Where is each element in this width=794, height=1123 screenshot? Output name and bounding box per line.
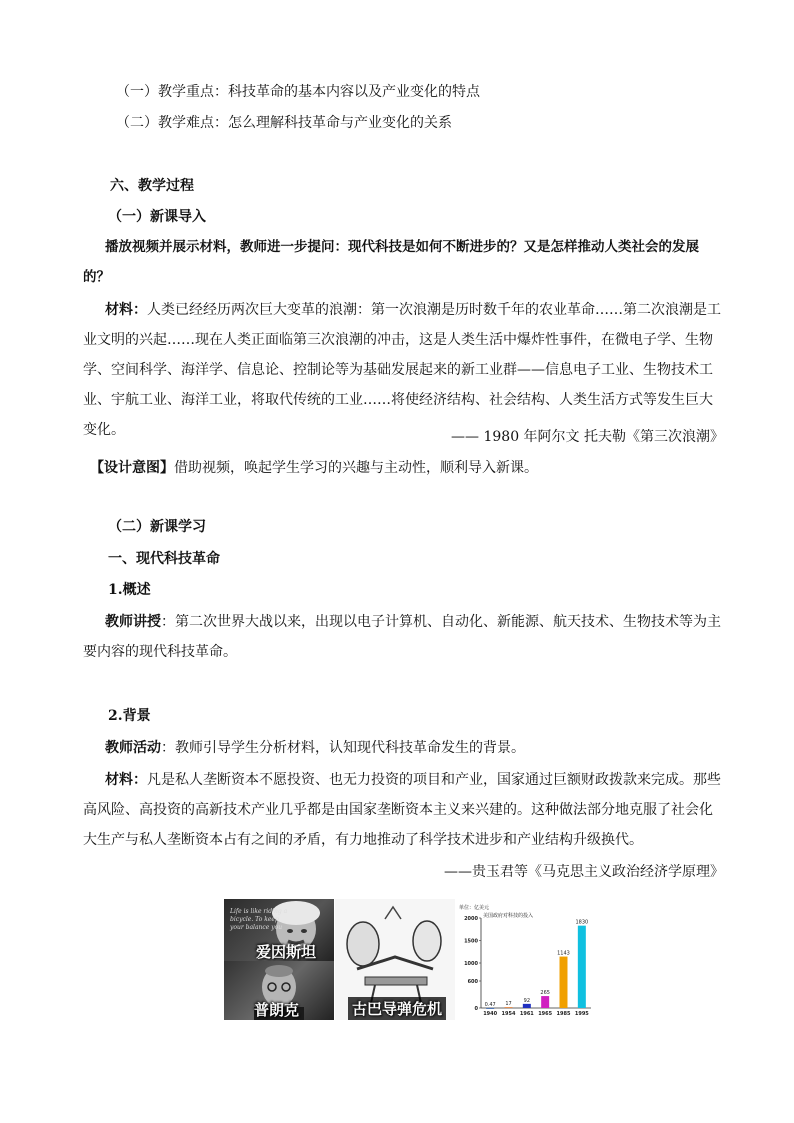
chart-bar <box>486 1008 494 1009</box>
material-1-paragraph <box>83 295 723 445</box>
cuban-missile-crisis-cartoon <box>335 899 455 1020</box>
chart-x-tick-label: 1954 <box>501 1011 516 1017</box>
chart-x-tick-label: 1965 <box>538 1011 553 1017</box>
activity-line <box>105 738 525 758</box>
planck-label: 普朗克 <box>254 1001 300 1019</box>
material-1-text: 人类已经经历两次巨大变革的浪潮：第一次浪潮是历时数千年的农业革命……第二次浪潮是工业文明的兴起……现在人类正面临第三次浪潮的冲击，这是人类生活中爆炸性事件，在微电子学、生物学、空间科学、海洋学、信息论、控制论等为基础发展起来的新工业群——信息电子工业、生物技术工业、宇航工业、海洋工业，将取代传统的工业……将使经济结构、社会结构、人类生活方式等发生巨大变化。 <box>83 302 721 438</box>
chart-data-label: 1143 <box>557 950 570 957</box>
activity-text: ：教师引导学生分析材料，认知现代科技革命发生的背景。 <box>161 740 525 756</box>
chart-x-tick-label: 1995 <box>574 1011 589 1017</box>
chart-svg <box>455 900 595 1022</box>
chart-data-label: 1830 <box>575 919 589 926</box>
design-intent-label: 【设计意图】 <box>90 460 174 476</box>
material-1-label: 材料： <box>105 302 147 318</box>
subheading-new-lesson: （二）新课学习 <box>108 519 206 535</box>
chart-data-label: 17 <box>505 1001 512 1008</box>
lecture-label: 教师讲授 <box>105 614 161 630</box>
chart-bar <box>541 996 549 1008</box>
chart-bar <box>578 926 586 1008</box>
material-2-source: ——贵玉君等《马克思主义政治经济学原理》 <box>444 864 724 880</box>
chart-y-tick-label: 2000 <box>464 916 478 922</box>
chart-x-tick-label: 1961 <box>519 1011 534 1017</box>
design-intent <box>90 458 538 478</box>
chart-x-tick-label: 1985 <box>556 1011 571 1017</box>
chart-data-label: 265 <box>540 990 550 997</box>
chart-data-label: 92 <box>523 997 531 1004</box>
intro-line-1: 播放视频并展示材料，教师进一步提问：现代科技是如何不断进步的？又是怎样推动人类社会的发展 <box>105 239 699 255</box>
intro-line-2: 的？ <box>83 269 110 285</box>
us-tech-investment-chart <box>455 900 595 1022</box>
section-heading-process: 六、教学过程 <box>110 178 194 194</box>
subheading-intro: （一）新课导入 <box>108 209 206 225</box>
intro-paragraph <box>83 232 723 292</box>
lecture-paragraph <box>83 607 723 667</box>
teaching-key-point: （一）教学重点：科技革命的基本内容以及产业变化的特点 <box>116 84 480 100</box>
einstein-photo <box>224 899 334 961</box>
chart-ylabel: 单位：亿美元 <box>459 905 490 911</box>
design-intent-text: 借助视频，唤起学生学习的兴趣与主动性，顺利导入新课。 <box>174 460 538 476</box>
subsection-background: 2.背景 <box>108 708 151 724</box>
teaching-difficult-point: （二）教学难点：怎么理解科技革命与产业变化的关系 <box>116 115 452 131</box>
material-2-text: 凡是私人垄断资本不愿投资、也无力投资的项目和产业，国家通过巨额财政拨款来完成。那些高风险、高投资的高新技术产业几乎都是由国家垄断资本主义来兴建的。这种做法部分地克服了社会化大生产与私人垄断资本占有之间的矛盾，有力地推动了科学技术进步和产业结构升级换代。 <box>83 772 721 848</box>
chart-title: 美国政府对科技的投入 <box>483 913 534 919</box>
lecture-text: ：第二次世界大战以来，出现以电子计算机、自动化、新能源、航天技术、生物技术等为主要内容的现代科技革命。 <box>83 614 721 660</box>
section-modern-tech-revolution: 一、现代科技革命 <box>108 551 220 567</box>
chart-bar <box>560 957 568 1008</box>
material-2-label: 材料： <box>105 772 147 788</box>
einstein-label: 爱因斯坦 <box>256 943 317 961</box>
chart-x-tick-label: 1940 <box>483 1011 498 1017</box>
cuba-label: 古巴导弹危机 <box>348 997 446 1020</box>
svg-text:your balance you: your balance you <box>230 924 283 931</box>
chart-bar <box>505 1007 513 1008</box>
chart-y-tick-label: 600 <box>467 979 478 985</box>
material-1-source: —— 1980 年阿尔文 托夫勒《第三次浪潮》 <box>451 429 724 445</box>
svg-text:bicycle. To keep: bicycle. To keep <box>230 916 279 923</box>
subsection-overview: 1.概述 <box>108 582 151 598</box>
svg-text:Life is like riding a: Life is like riding a <box>230 908 288 915</box>
material-2-paragraph <box>83 765 723 855</box>
activity-label: 教师活动 <box>105 740 161 756</box>
chart-y-tick-label: 0 <box>474 1006 478 1012</box>
planck-photo <box>224 961 334 1020</box>
chart-data-label: 0.47 <box>484 1001 496 1008</box>
chart-bar <box>523 1004 531 1008</box>
chart-y-tick-label: 1000 <box>464 961 478 967</box>
chart-y-tick-label: 1500 <box>464 938 478 945</box>
